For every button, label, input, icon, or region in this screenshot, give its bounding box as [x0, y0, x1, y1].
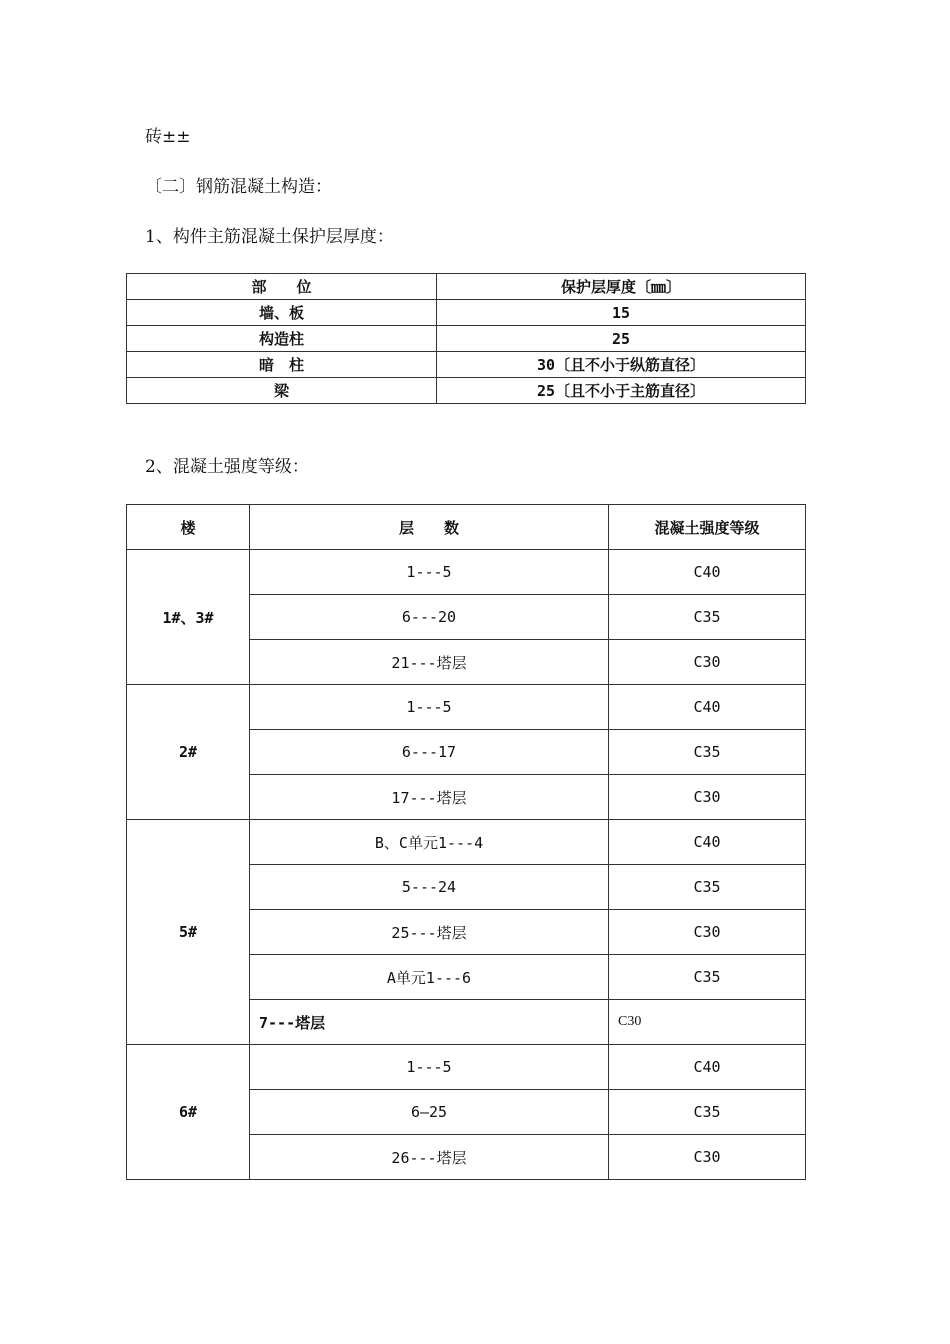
- floors-cell: 17---塔层: [250, 775, 609, 820]
- building-cell: 1#、3#: [127, 550, 250, 685]
- concrete-grade-table: [126, 504, 806, 1180]
- floors-cell: 6—25: [250, 1090, 609, 1135]
- column-header: 部 位: [127, 274, 437, 300]
- table-row: [127, 1045, 806, 1090]
- table-cell: 梁: [127, 378, 437, 404]
- subsection-heading-cover: 1、构件主筋混凝土保护层厚度：: [145, 227, 394, 247]
- table-cell: 15: [437, 300, 806, 326]
- floors-cell: 26---塔层: [250, 1135, 609, 1180]
- floors-cell: 1---5: [250, 1045, 609, 1090]
- table-row: [127, 820, 806, 865]
- grade-cell: C40: [609, 1045, 806, 1090]
- floors-cell: 1---5: [250, 550, 609, 595]
- building-cell: 5#: [127, 820, 250, 1045]
- grade-cell: C30: [609, 1135, 806, 1180]
- column-header: 混凝土强度等级: [609, 505, 806, 550]
- cover-thickness-table: [126, 273, 806, 404]
- section-heading: 〔二〕钢筋混凝土构造：: [145, 177, 332, 197]
- table-row: [127, 550, 806, 595]
- grade-cell: C35: [609, 730, 806, 775]
- floors-cell: 5---24: [250, 865, 609, 910]
- floors-cell: 25---塔层: [250, 910, 609, 955]
- table-header-row: [127, 505, 806, 550]
- grade-cell: C30: [609, 1000, 806, 1045]
- table-cell: 构造柱: [127, 326, 437, 352]
- table-row: [127, 326, 806, 352]
- table-cell: 30〔且不小于纵筋直径〕: [437, 352, 806, 378]
- grade-cell: C35: [609, 865, 806, 910]
- table-row: [127, 352, 806, 378]
- floors-cell: 7---塔层: [250, 1000, 609, 1045]
- subsection-heading-grade: 2、混凝土强度等级：: [145, 457, 309, 477]
- grade-cell: C30: [609, 640, 806, 685]
- floors-cell: 6---20: [250, 595, 609, 640]
- floors-cell: 21---塔层: [250, 640, 609, 685]
- table-cell: 25: [437, 326, 806, 352]
- column-header: 楼: [127, 505, 250, 550]
- grade-cell: C35: [609, 1090, 806, 1135]
- floors-cell: 1---5: [250, 685, 609, 730]
- table-header-row: [127, 274, 806, 300]
- grade-cell: C40: [609, 550, 806, 595]
- floors-cell: A单元1---6: [250, 955, 609, 1000]
- table-cell: 墙、板: [127, 300, 437, 326]
- column-header: 保护层厚度〔㎜〕: [437, 274, 806, 300]
- grade-cell: C30: [609, 775, 806, 820]
- table-row: [127, 378, 806, 404]
- building-cell: 2#: [127, 685, 250, 820]
- grade-cell: C40: [609, 820, 806, 865]
- table-cell: 暗 柱: [127, 352, 437, 378]
- floors-cell: B、C单元1---4: [250, 820, 609, 865]
- grade-cell: C35: [609, 595, 806, 640]
- grade-cell: C30: [609, 910, 806, 955]
- table-row: [127, 300, 806, 326]
- table-cell: 25〔且不小于主筋直径〕: [437, 378, 806, 404]
- paragraph-fragment: 砖±±: [145, 127, 191, 147]
- building-cell: 6#: [127, 1045, 250, 1180]
- grade-cell: C35: [609, 955, 806, 1000]
- column-header: 层 数: [250, 505, 609, 550]
- floors-cell: 6---17: [250, 730, 609, 775]
- grade-cell: C40: [609, 685, 806, 730]
- table-row: [127, 685, 806, 730]
